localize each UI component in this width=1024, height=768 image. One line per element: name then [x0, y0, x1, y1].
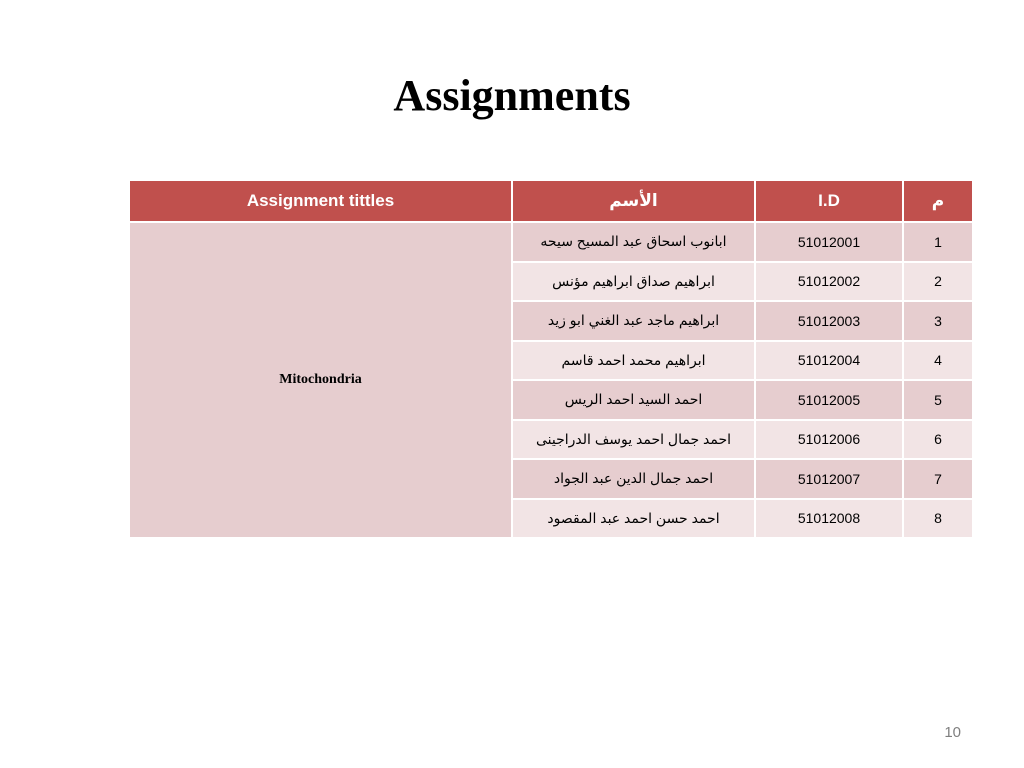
- header-name: الأسم: [512, 180, 755, 222]
- row-number: 1: [903, 222, 973, 262]
- row-number: 2: [903, 262, 973, 302]
- table-header-row: [129, 180, 973, 222]
- student-name: ابانوب اسحاق عبد المسيح سيحه: [512, 222, 755, 262]
- student-name: احمد حسن احمد عبد المقصود: [512, 499, 755, 539]
- assignments-table: [128, 179, 974, 539]
- student-name: احمد جمال الدين عبد الجواد: [512, 459, 755, 499]
- header-id: I.D: [755, 180, 903, 222]
- student-name: احمد جمال احمد يوسف الدراجينى: [512, 420, 755, 460]
- table-row: [129, 222, 973, 262]
- row-number: 8: [903, 499, 973, 539]
- student-name: احمد السيد احمد الريس: [512, 380, 755, 420]
- student-name: ابراهيم ماجد عبد الغني ابو زيد: [512, 301, 755, 341]
- row-number: 6: [903, 420, 973, 460]
- page-number: 10: [944, 724, 961, 741]
- student-id: 51012001: [755, 222, 903, 262]
- student-id: 51012007: [755, 459, 903, 499]
- slide-title: Assignments: [393, 71, 631, 120]
- header-number: م: [903, 180, 973, 222]
- student-id: 51012006: [755, 420, 903, 460]
- student-name: ابراهيم صداق ابراهيم مؤنس: [512, 262, 755, 302]
- student-name: ابراهيم محمد احمد قاسم: [512, 341, 755, 381]
- student-id: 51012004: [755, 341, 903, 381]
- student-id: 51012005: [755, 380, 903, 420]
- student-id: 51012008: [755, 499, 903, 539]
- header-assignment-titles: Assignment tittles: [129, 180, 512, 222]
- student-id: 51012003: [755, 301, 903, 341]
- row-number: 7: [903, 459, 973, 499]
- row-number: 4: [903, 341, 973, 381]
- student-id: 51012002: [755, 262, 903, 302]
- row-number: 5: [903, 380, 973, 420]
- assignment-topic: Mitochondria: [129, 222, 512, 538]
- row-number: 3: [903, 301, 973, 341]
